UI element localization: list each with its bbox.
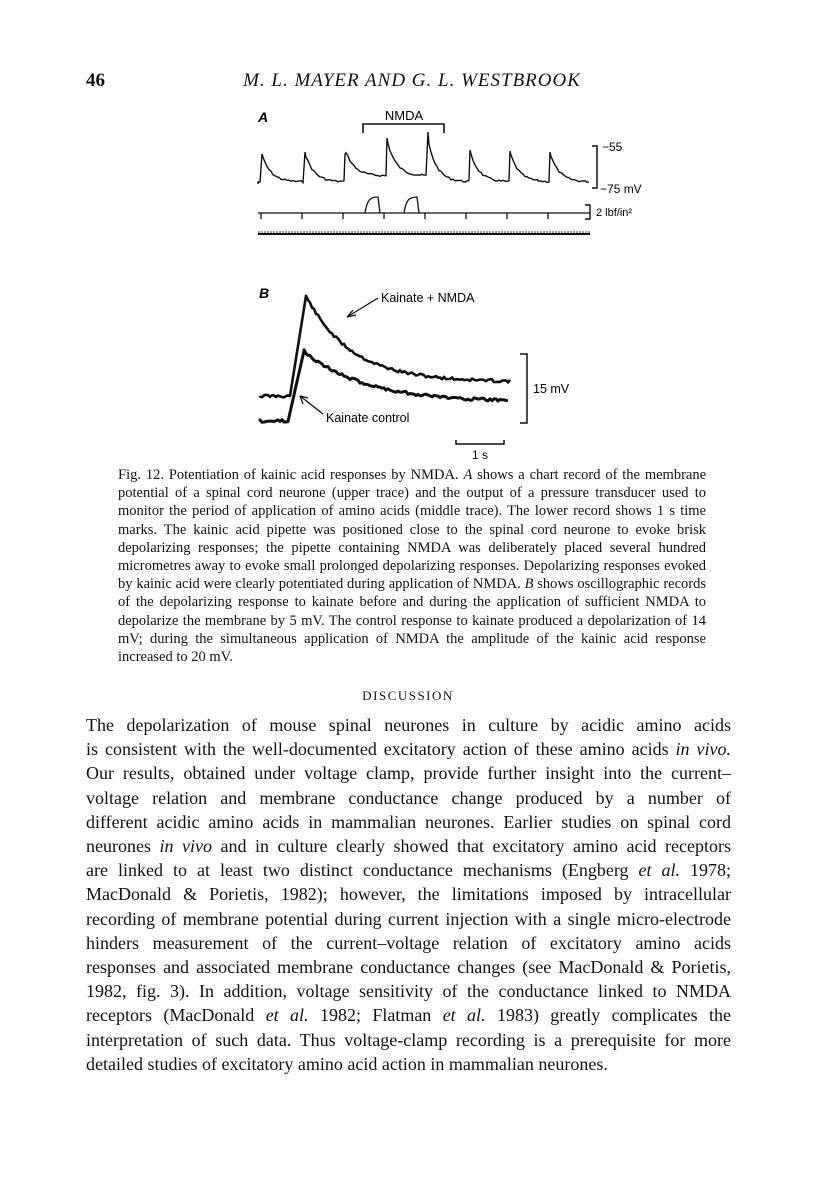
paragraph-line: interpretation of such data. Thus voltage-clamp recording is a prerequisite for more: [86, 1029, 731, 1050]
pressure-scale-bar: [585, 205, 590, 219]
pressure-pulses: [365, 197, 419, 213]
caption-panel-ref-b: B: [524, 576, 534, 593]
panel-b-label: B: [259, 285, 270, 301]
nmda-bar-label: NMDA: [384, 108, 424, 123]
time-scale-label: 1 s: [471, 448, 489, 462]
kainate-control-label: Kainate control: [326, 411, 410, 425]
voltage-bottom-label: −75 mV: [600, 182, 642, 196]
paragraph-line: different acidic amino acids in mammalian neurones. Earlier studies on spinal cord: [86, 811, 731, 832]
caption-panel-ref-a: A: [463, 467, 473, 483]
caption-fig-ref: Fig. 12.: [118, 467, 164, 483]
kainate-nmda-arrow: [347, 298, 378, 317]
paragraph-line: are linked to at least two distinct conductance mechanisms (Engberg et al. 1978;: [86, 860, 731, 881]
discussion-paragraph: [86, 713, 731, 1076]
panel-a-label: A: [258, 109, 269, 125]
kainate-control-arrow: [300, 396, 323, 414]
figure-caption: [118, 466, 706, 666]
paragraph-line: responses and associated membrane conductance changes (see MacDonald & Porietis,: [86, 957, 731, 978]
voltage-scale-label-b: 15 mV: [533, 382, 570, 396]
paragraph-line: The depolarization of mouse spinal neurones in culture by acidic amino acids: [86, 715, 731, 735]
voltage-top-label: −55: [602, 140, 623, 154]
paragraph-line: detailed studies of excitatory amino acid action in mammalian neurones.: [86, 1053, 608, 1074]
paragraph-line: Our results, obtained under voltage clamp, provide further insight into the current–: [86, 763, 731, 784]
membrane-potential-trace: [258, 132, 589, 184]
paragraph-line: 1982, fig. 3). In addition, voltage sensitivity of the conductance linked to NMDA: [86, 981, 731, 1002]
pressure-scale-label: 2 lbf/in²: [596, 207, 633, 219]
time-scale-bar: [456, 440, 504, 444]
figure-12: [0, 0, 816, 466]
kainate-nmda-label: Kainate + NMDA: [381, 291, 475, 305]
caption-text-2: shows a chart record of the membrane potential of a spinal cord neurone (upper trace) and the output of a pressure transducer used to monitor the period of application of amino acids (middle trace). The lower record shows 1 s time marks. The kainic acid pipette was positioned close to the spinal cord neurone to evoke brisk depolarizing responses; the pipette containing NMDA was deliberately placed several hundred micrometres away to evoke small prolonged depolarizing responses. Depolarizing responses evoked by kainic acid were clearly potentiated during application of NMDA.: [118, 467, 707, 593]
caption-text-3: shows oscillographic records of the depolarizing response to kainate before and during the application of sufficient NMDA to depolarize the membrane by 5 mV. The control response to kainate produced a depolarization of 14 mV; during the simultaneous application of NMDA the amplitude of the kainic acid response increased to 20 mV.: [118, 576, 706, 666]
voltage-scale-bar-b: [520, 354, 527, 423]
paragraph-line: voltage relation and membrane conductance change produced by a number of: [86, 787, 731, 808]
time-marker-trace: [258, 231, 590, 235]
paragraph-line: is consistent with the well-documented excitatory action of these amino acids in vivo.: [86, 739, 731, 760]
caption-text-1: Potentiation of kainic acid responses by NMDA.: [168, 467, 464, 483]
paragraph-line: receptors (MacDonald et al. 1982; Flatman et al. 1983) greatly complicates the: [86, 1005, 731, 1026]
running-head: M. L. MAYER AND G. L. WESTBROOK: [243, 70, 581, 91]
paragraph-line: neurones in vivo and in culture clearly showed that excitatory amino acid receptors: [86, 836, 731, 857]
section-heading-discussion: DISCUSSION: [362, 688, 454, 703]
paragraph-line: recording of membrane potential during current injection with a single micro-electrode: [86, 908, 731, 929]
paragraph-line: MacDonald & Porietis, 1982); however, the limitations imposed by intracellular: [86, 884, 731, 905]
pressure-transducer-trace: [258, 197, 590, 219]
nmda-application-bar: [363, 124, 444, 133]
paragraph-line: hinders measurement of the current–voltage relation of excitatory amino acids: [86, 932, 731, 953]
voltage-scale-bar-a: [592, 146, 597, 188]
page-number: 46: [86, 70, 105, 91]
